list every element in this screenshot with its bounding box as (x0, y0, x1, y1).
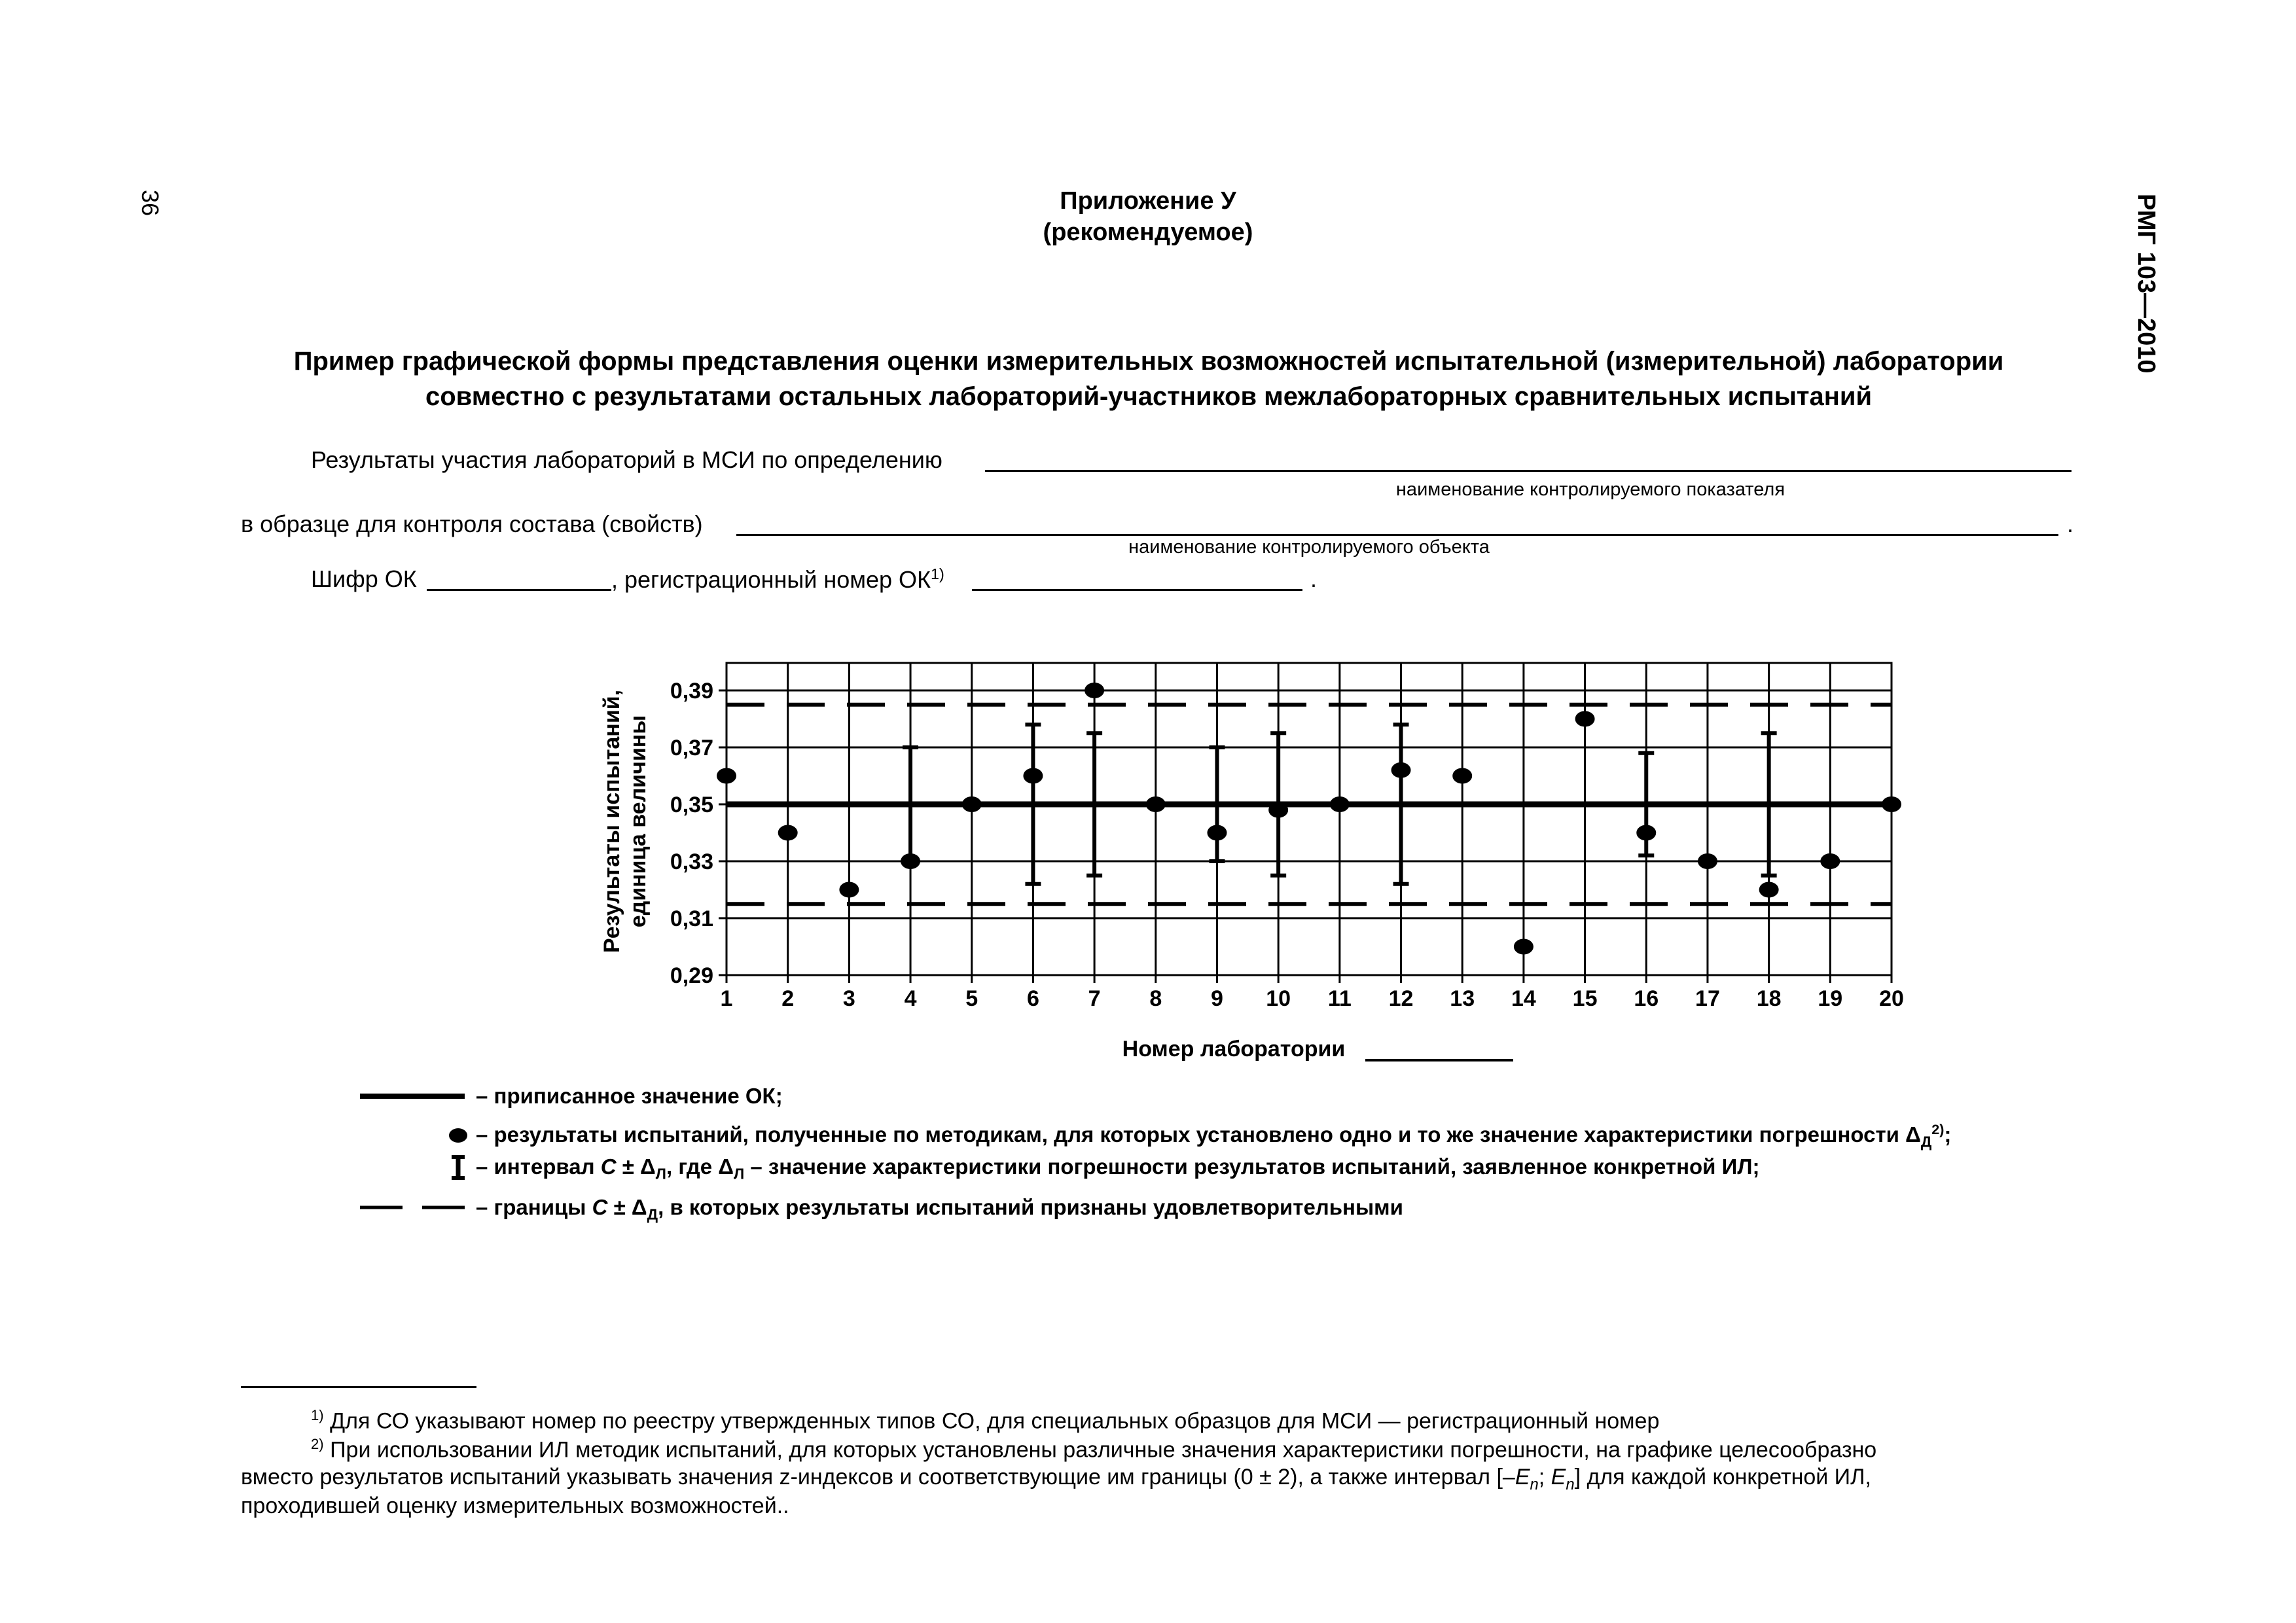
x-tick-label: 6 (1026, 986, 1039, 1011)
result-point (1207, 825, 1227, 841)
y-axis-label-line1: Результаты испытаний, (600, 689, 624, 954)
y-tick-label: 0,31 (670, 906, 713, 931)
result-point (1268, 802, 1288, 818)
x-tick-label: 16 (1634, 986, 1659, 1011)
page-number: 36 (137, 190, 164, 217)
legend-limits-text: – границы $С \pm \Delta_Д$, в которых результаты испытаний признаны удовлетворительными (476, 1195, 1403, 1223)
y-tick-label: 0,29 (670, 963, 713, 988)
legend-interval-text: – интервал $С \pm \Delta_Л$, где $\Delta_Л$ – значение характеристики погрешности результатов испытаний, заявленное конкретной ИЛ; (476, 1154, 1760, 1183)
footnote-1: $^{1)}$ Для СО указывают номер по реестру утвержденных типов СО, для специальных образцов для МСИ — регистрационный номер (311, 1407, 1660, 1434)
x-tick-label: 12 (1388, 986, 1414, 1011)
x-tick-label: 7 (1088, 986, 1101, 1011)
form-line3-end: . (1310, 565, 1318, 592)
x-tick-label: 10 (1266, 986, 1291, 1011)
form-hint2: наименование контролируемого объекта (1128, 537, 1490, 558)
result-point (1514, 939, 1534, 955)
form-line3-regnum-label: , регистрационный номер ОК$^{1)}$ (611, 565, 944, 593)
result-point (901, 853, 920, 869)
result-point (962, 796, 982, 812)
result-point (1636, 825, 1656, 841)
result-point (1391, 762, 1411, 778)
x-axis-label: Номер лаборатории (1122, 1037, 1346, 1061)
x-tick-label: 4 (904, 986, 917, 1011)
result-point (1759, 882, 1779, 898)
footnote-2-line3: проходившей оценку измерительных возможностей.. (241, 1493, 789, 1518)
legend-assigned-text: – приписанное значение ОК; (476, 1084, 783, 1108)
footnote-2-line1: $^{2)}$ При использовании ИЛ методик испытаний, для которых установлены различные значения характеристики погрешности, на графике целесообразно (311, 1436, 1877, 1463)
y-tick-label: 0,33 (670, 849, 713, 874)
form-line2-label: в образце для контроля состава (свойств) (241, 510, 703, 537)
footnote-separator (241, 1386, 476, 1388)
plot-frame (726, 663, 1892, 975)
result-point (839, 882, 859, 898)
result-point (1085, 683, 1104, 698)
result-point (1330, 796, 1350, 812)
result-point (1452, 768, 1472, 784)
document-code: РМГ 103—2010 (2132, 194, 2160, 374)
x-tick-label: 17 (1695, 986, 1720, 1011)
x-tick-label: 8 (1149, 986, 1162, 1011)
result-point (1575, 711, 1595, 727)
x-tick-label: 2 (781, 986, 795, 1011)
legend-result-dot-icon (449, 1128, 467, 1143)
form-line2-end: . (2067, 510, 2074, 537)
x-tick-label: 9 (1211, 986, 1223, 1011)
legend-interval-icon (452, 1157, 465, 1178)
result-point (717, 768, 736, 784)
main-title-line2: совместно с результатами остальных лабораторий-участников межлабораторных сравнительных испытаний (425, 382, 1873, 411)
x-tick-label: 11 (1327, 986, 1352, 1011)
result-point (1023, 768, 1043, 784)
form-line3-cipher-label: Шифр ОК (311, 565, 417, 592)
y-tick-label: 0,37 (670, 736, 713, 760)
appendix-title: Приложение У (1060, 187, 1236, 215)
x-tick-label: 19 (1818, 986, 1843, 1011)
x-tick-label: 1 (720, 986, 733, 1011)
result-point (1146, 796, 1166, 812)
form-line1-label: Результаты участия лабораторий в МСИ по определению (311, 446, 942, 473)
form-hint1: наименование контролируемого показателя (1395, 479, 1785, 500)
x-tick-label: 14 (1511, 986, 1536, 1011)
x-tick-label: 13 (1450, 986, 1475, 1011)
y-tick-label: 0,35 (670, 793, 713, 817)
chart-plot-area (670, 663, 1904, 1011)
x-tick-label: 5 (965, 986, 978, 1011)
result-point (778, 825, 798, 841)
result-point (1882, 796, 1901, 812)
appendix-subtitle: (рекомендуемое) (1043, 219, 1253, 246)
y-tick-label: 0,39 (670, 679, 713, 704)
footnote-2-line2: вместо результатов испытаний указывать значения z-индексов и соответствующие им границы (0 ± 2), а также интервал [$-E_n$; $E_n$] для каждой конкретной ИЛ, (241, 1465, 1871, 1493)
y-axis-label-line2: единица величины (626, 715, 651, 928)
x-tick-label: 18 (1756, 986, 1782, 1011)
x-tick-label: 3 (842, 986, 855, 1011)
result-point (1698, 853, 1717, 869)
x-tick-label: 20 (1879, 986, 1904, 1011)
result-point (1820, 853, 1840, 869)
x-tick-label: 15 (1572, 986, 1598, 1011)
main-title-line1: Пример графической формы представления оценки измерительных возможностей испытательной (измерительной) лаборатории (293, 347, 2004, 376)
legend-results-text: – результаты испытаний, полученные по методикам, для которых установлено одно и то же значение характеристики погрешности $\Delta_Д^{2)}$; (476, 1122, 1952, 1150)
